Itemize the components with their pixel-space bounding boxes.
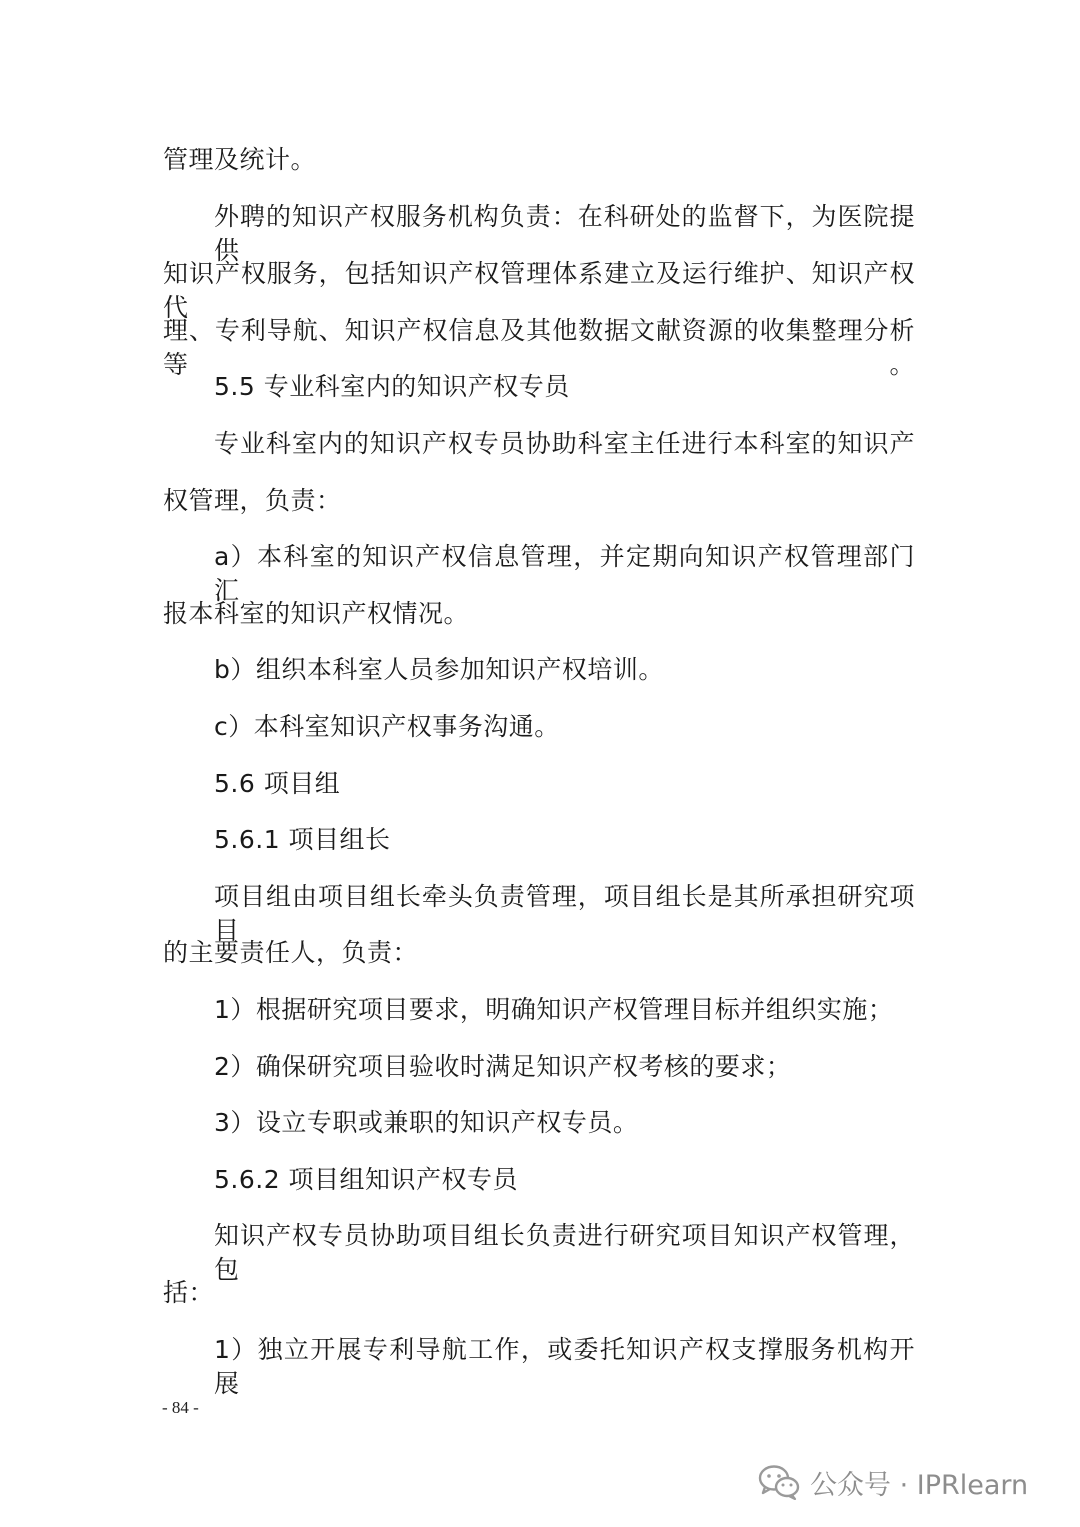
- list-item: b）组织本科室人员参加知识产权培训。: [214, 655, 664, 684]
- list-item: c）本科室知识产权事务沟通。: [214, 712, 560, 741]
- text-line: 项目组由项目组长牵头负责管理，项目组长是其所承担研究项目: [214, 882, 915, 945]
- watermark-text: 公众号 · IPRlearn: [810, 1469, 1029, 1501]
- page-number: - 84 -: [162, 1398, 199, 1417]
- section-heading: 5.6.2 项目组知识产权专员: [214, 1165, 519, 1194]
- text-line: 知识产权服务，包括知识产权管理体系建立及运行维护、知识产权代: [163, 259, 915, 322]
- text-line: 权管理，负责：: [163, 486, 342, 515]
- text-line: 报本科室的知识产权情况。: [163, 599, 470, 628]
- wechat-icon: [758, 1464, 800, 1500]
- section-heading: 5.5 专业科室内的知识产权专员: [214, 372, 570, 401]
- watermark: [758, 1458, 1028, 1506]
- text-line: 知识产权专员协助项目组长负责进行研究项目知识产权管理，包: [214, 1221, 915, 1284]
- list-item: a）本科室的知识产权信息管理，并定期向知识产权管理部门汇: [214, 542, 915, 605]
- section-heading: 5.6.1 项目组长: [214, 825, 391, 854]
- section-heading: 5.6 项目组: [214, 769, 341, 798]
- list-item: 1）独立开展专利导航工作，或委托知识产权支撑服务机构开展: [214, 1335, 915, 1398]
- text-line: 的主要责任人，负责：: [163, 938, 419, 967]
- list-item: 3）设立专职或兼职的知识产权专员。: [214, 1108, 639, 1137]
- text-line: 括：: [163, 1278, 215, 1307]
- text-line: 专业科室内的知识产权专员协助科室主任进行本科室的知识产: [214, 429, 915, 458]
- text-line: 管理及统计。: [163, 145, 317, 174]
- text-line: 外聘的知识产权服务机构负责：在科研处的监督下，为医院提供: [214, 202, 915, 265]
- text-line: 理、专利导航、知识产权信息及其他数据文献资源的收集整理分析等。: [163, 316, 915, 379]
- list-item: 2）确保研究项目验收时满足知识产权考核的要求；: [214, 1052, 792, 1081]
- list-item: 1）根据研究项目要求，明确知识产权管理目标并组织实施；: [214, 995, 894, 1024]
